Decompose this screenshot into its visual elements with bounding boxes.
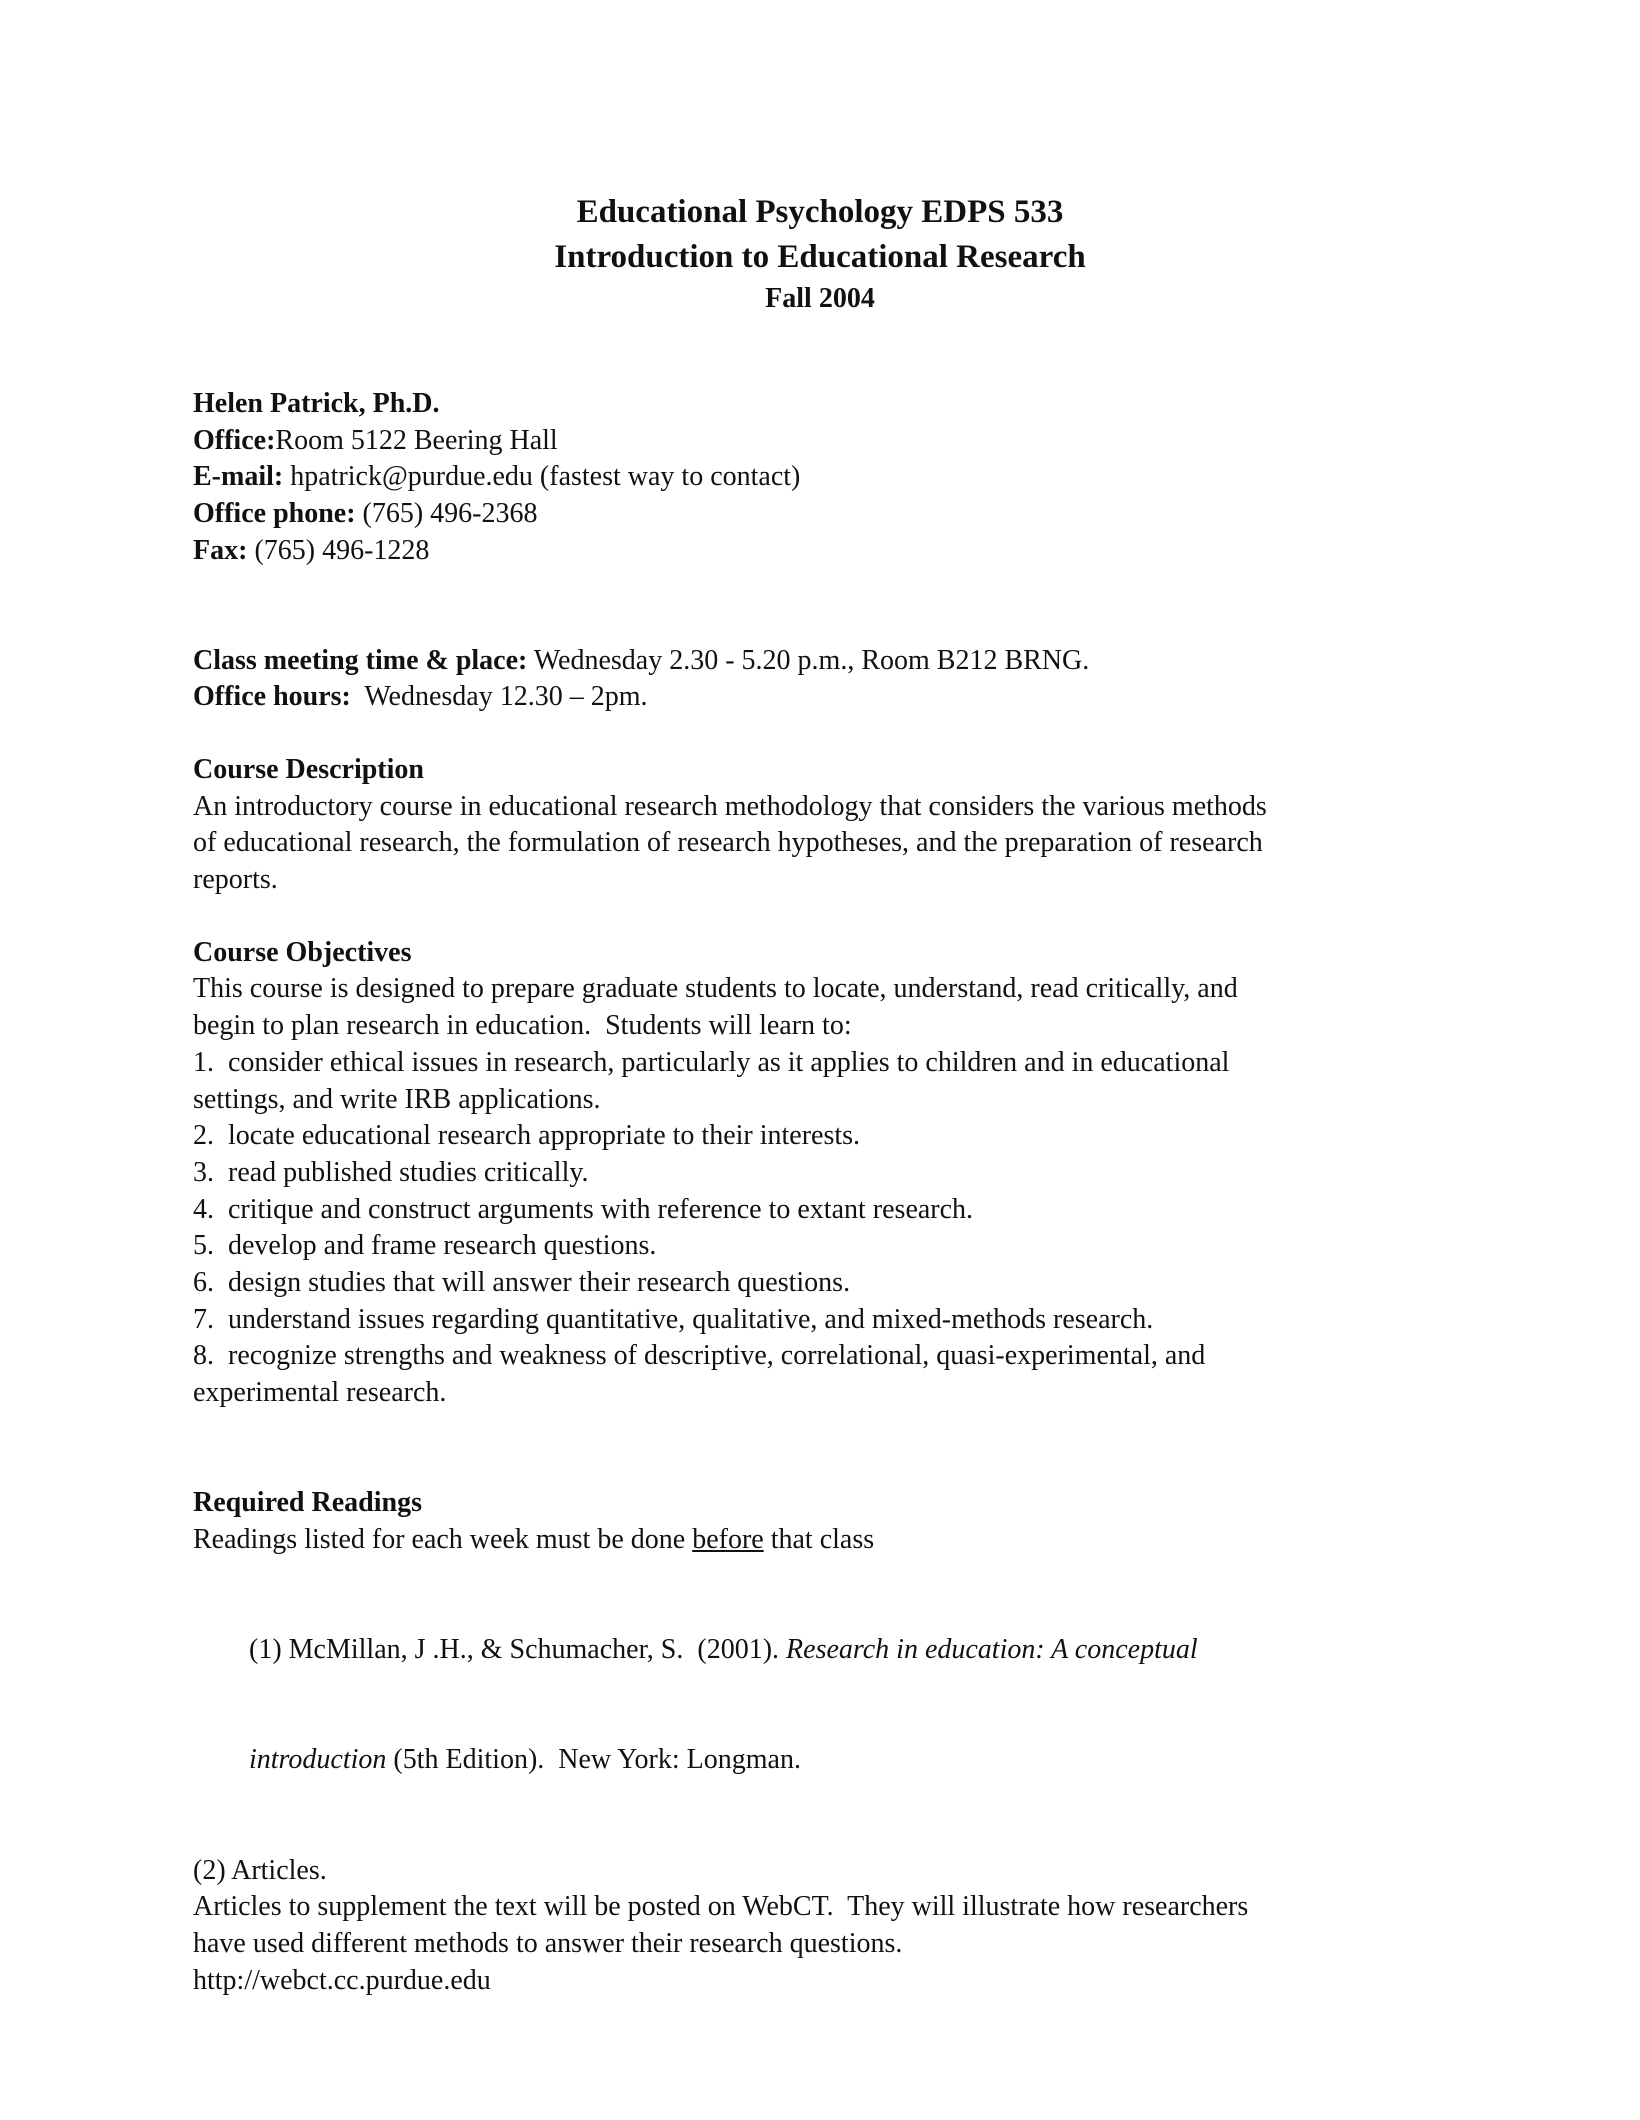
email-value: hpatrick@purdue.edu (fastest way to contact) <box>283 461 801 493</box>
objectives-intro-line: This course is designed to prepare graduate students to locate, understand, read critically, and <box>193 973 1238 1005</box>
webct-url[interactable]: http://webct.cc.purdue.edu <box>193 1964 491 1996</box>
objective-item: 8. recognize strengths and weakness of descriptive, correlational, quasi-experimental, and <box>193 1340 1206 1372</box>
spacer <box>193 1816 1443 1853</box>
course-title: Introduction to Educational Research <box>554 239 1086 275</box>
description-line: An introductory course in educational research methodology that considers the various methods <box>193 790 1267 822</box>
objective-item: 2. locate educational research appropriate to their interests. <box>193 1120 861 1152</box>
spacer <box>193 899 1443 935</box>
fax-value: (765) 496-1228 <box>247 534 430 566</box>
spacer <box>193 1558 1443 1595</box>
reference-1-line-1 <box>193 1595 1443 1705</box>
reference-2-line: Articles to supplement the text will be posted on WebCT. They will illustrate how researchers <box>193 1891 1249 1923</box>
readings-note-prefix: Readings listed for each week must be done <box>193 1523 693 1555</box>
required-readings-section <box>193 1485 1443 1999</box>
spacer <box>193 1412 1443 1485</box>
office-value: Room 5122 Beering Hall <box>275 424 558 456</box>
reference-2-line: have used different methods to answer their research questions. <box>193 1927 903 1959</box>
reference-1-title: Research in education: A conceptual <box>786 1633 1198 1665</box>
office-label: Office: <box>193 424 276 456</box>
fax-label: Fax: <box>193 534 248 566</box>
objective-item: 7. understand issues regarding quantitative, qualitative, and mixed-methods research. <box>193 1303 1154 1335</box>
objective-item: 3. read published studies critically. <box>193 1156 589 1188</box>
course-description-heading: Course Description <box>193 753 424 785</box>
objectives-intro-line: begin to plan research in education. Students will learn to: <box>193 1010 852 1042</box>
reference-2-label: (2) Articles. <box>193 1854 327 1886</box>
spacer <box>193 716 1443 752</box>
reference-1-publisher: (5th Edition). New York: Longman. <box>386 1744 801 1776</box>
objective-item: 1. consider ethical issues in research, particularly as it applies to children and in educational <box>193 1046 1230 1078</box>
objective-item: experimental research. <box>193 1377 447 1409</box>
schedule-block <box>193 643 1443 716</box>
readings-note <box>193 1522 1443 1559</box>
phone-line <box>193 496 1443 533</box>
document-body <box>193 386 1443 1999</box>
phone-label: Office phone: <box>193 498 356 530</box>
reference-1-title-cont: introduction <box>249 1744 387 1776</box>
description-line: reports. <box>193 864 278 896</box>
meeting-line <box>193 643 1443 680</box>
phone-value: (765) 496-2368 <box>355 498 538 530</box>
readings-note-emphasis: before <box>692 1523 764 1555</box>
email-label: E-mail: <box>193 461 284 493</box>
course-objectives-section <box>193 935 1443 1412</box>
office-hours-label: Office hours: <box>193 681 351 713</box>
meeting-label: Class meeting time & place: <box>193 644 528 676</box>
objective-item: 5. develop and frame research questions. <box>193 1230 657 1262</box>
fax-line <box>193 533 1443 570</box>
readings-note-suffix: that class <box>763 1523 875 1555</box>
objective-item: 6. design studies that will answer their research questions. <box>193 1267 851 1299</box>
course-objectives-heading: Course Objectives <box>193 936 412 968</box>
course-term: Fall 2004 <box>765 283 875 314</box>
course-code-title: Educational Psychology EDPS 533 <box>576 194 1064 230</box>
reference-1-authors: (1) McMillan, J .H., & Schumacher, S. (2001). <box>249 1633 787 1665</box>
required-readings-heading: Required Readings <box>193 1486 422 1518</box>
reference-1-line-2 <box>193 1705 1443 1815</box>
office-hours-value: Wednesday 12.30 – 2pm. <box>350 681 648 713</box>
instructor-block <box>193 386 1443 570</box>
document-header <box>0 190 1640 318</box>
description-line: of educational research, the formulation of research hypotheses, and the preparation of research <box>193 827 1263 859</box>
office-hours-line <box>193 679 1443 716</box>
office-line <box>193 423 1443 460</box>
objective-item: settings, and write IRB applications. <box>193 1083 601 1115</box>
spacer <box>193 570 1443 643</box>
instructor-name: Helen Patrick, Ph.D. <box>193 388 440 419</box>
course-description-section <box>193 752 1443 899</box>
email-line <box>193 459 1443 496</box>
objective-item: 4. critique and construct arguments with reference to extant research. <box>193 1193 974 1225</box>
meeting-value: Wednesday 2.30 - 5.20 p.m., Room B212 BRNG. <box>527 644 1090 676</box>
